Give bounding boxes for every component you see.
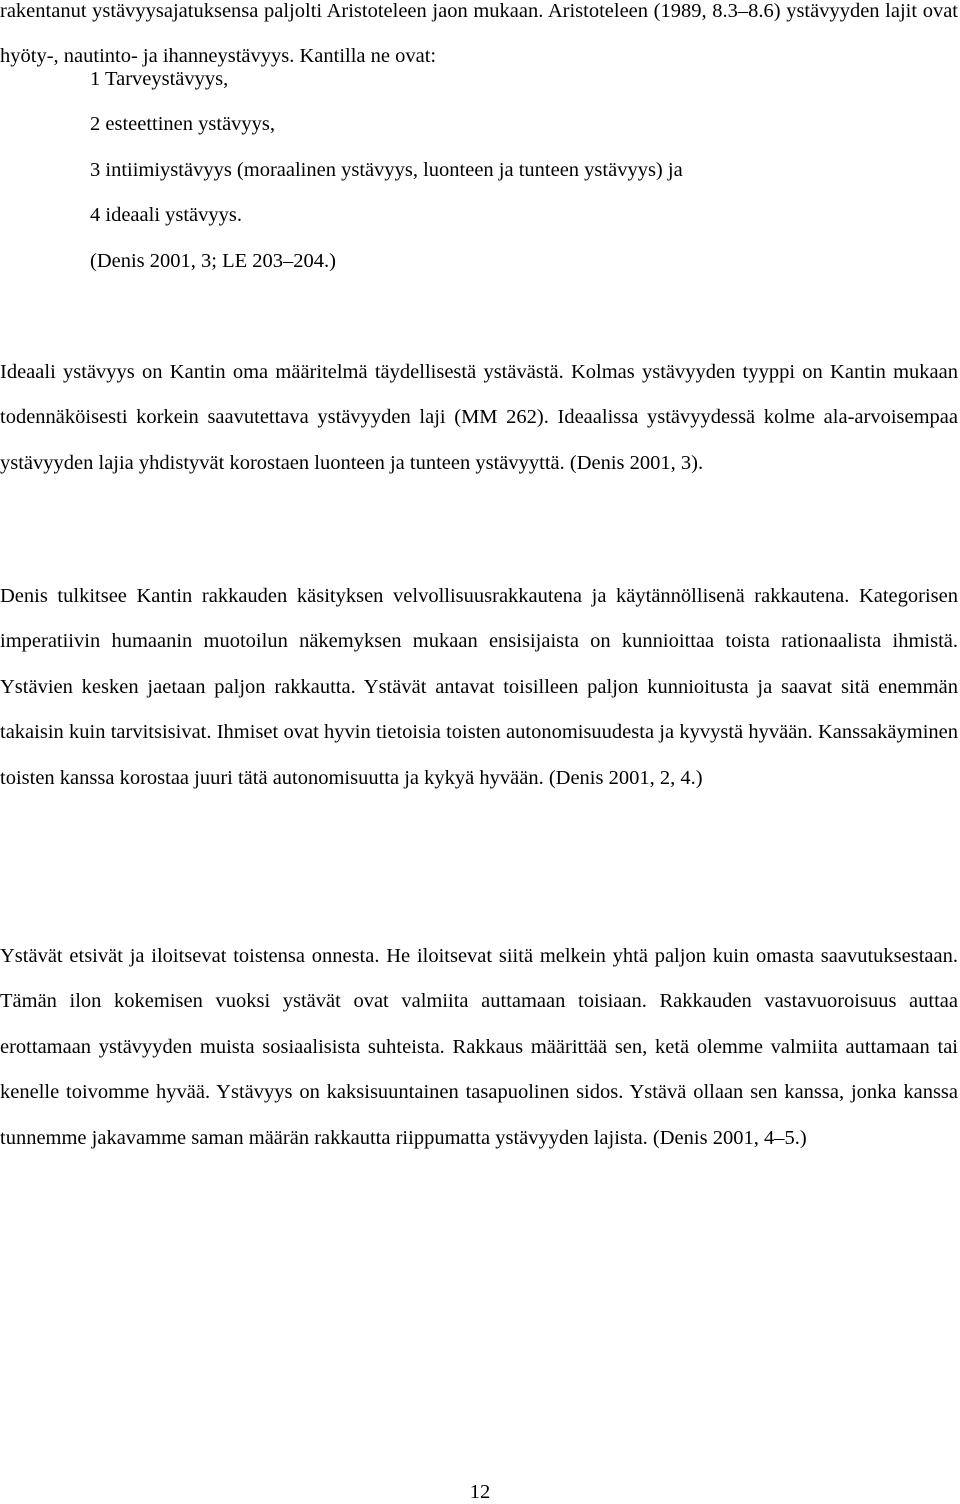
list-item: 4 ideaali ystävyys.	[90, 204, 243, 227]
intro-paragraph: rakentanut ystävyysajatuksensa paljolti Aristoteleen jaon mukaan. Aristoteleen (1989, 8.3–8.6) ystävyyden lajit ovat hyöty-, nautinto- ja ihanneystävyys. Kantilla ne ovat:	[0, 0, 958, 68]
body-paragraph: Denis tulkitsee Kantin rakkauden käsityksen velvollisuusrakkautena ja käytännöllisenä rakkautena. Kategorisen imperatiivin humaanin muotoilun näkemyksen mukaan ensisijaista on kunnioittaa toista rationaalista ihmistä. Ystävien kesken jaetaan paljon rakkautta. Ystävät antavat toisilleen paljon kunnioitusta ja saavat sitä enemmän takaisin kuin tarvitsisivat. Ihmiset ovat hyvin tietoisia toisten autonomisuudesta ja kyvystä hyvään. Kanssakäyminen toisten kanssa korostaa juuri tätä autonomisuutta ja kykyä hyvään. (Denis 2001, 2, 4.)	[0, 585, 958, 789]
friendship-types-list	[90, 57, 683, 284]
list-item: 3 intiimiystävyys (moraalinen ystävyys, luonteen ja tunteen ystävyys) ja	[90, 158, 683, 181]
body-paragraph: Ideaali ystävyys on Kantin oma määritelmä täydellisestä ystävästä. Kolmas ystävyyden tyyppi on Kantin mukaan todennäköisesti korkein saavutettava ystävyyden laji (MM 262). Ideaalissa ystävyydessä kolme ala-arvoisempaa ystävyyden lajia yhdistyvät korostaen luonteen ja tunteen ystävyyttä. (Denis 2001, 3).	[0, 361, 958, 474]
page-number: 12	[469, 1481, 491, 1503]
list-item: 2 esteettinen ystävyys,	[90, 113, 276, 136]
list-item: (Denis 2001, 3; LE 203–204.)	[90, 249, 336, 272]
list-item: 1 Tarveystävyys,	[90, 68, 229, 90]
body-paragraph: Ystävät etsivät ja iloitsevat toistensa onnesta. He iloitsevat siitä melkein yhtä paljon kuin omasta saavutuksestaan. Tämän ilon kokemisen vuoksi ystävät ovat valmiita auttamaan toisiaan. Rakkauden vastavuoroisuus auttaa erottamaan ystävyyden muista sosiaalisista suhteista. Rakkaus määrittää sen, ketä olemme valmiita auttamaan tai kenelle toivomme hyvää. Ystävyys on kaksisuuntainen tasapuolinen sidos. Ystävä ollaan sen kanssa, jonka kanssa tunnemme jakavamme saman määrän rakkautta riippumatta ystävyyden lajista. (Denis 2001, 4–5.)	[0, 945, 958, 1149]
